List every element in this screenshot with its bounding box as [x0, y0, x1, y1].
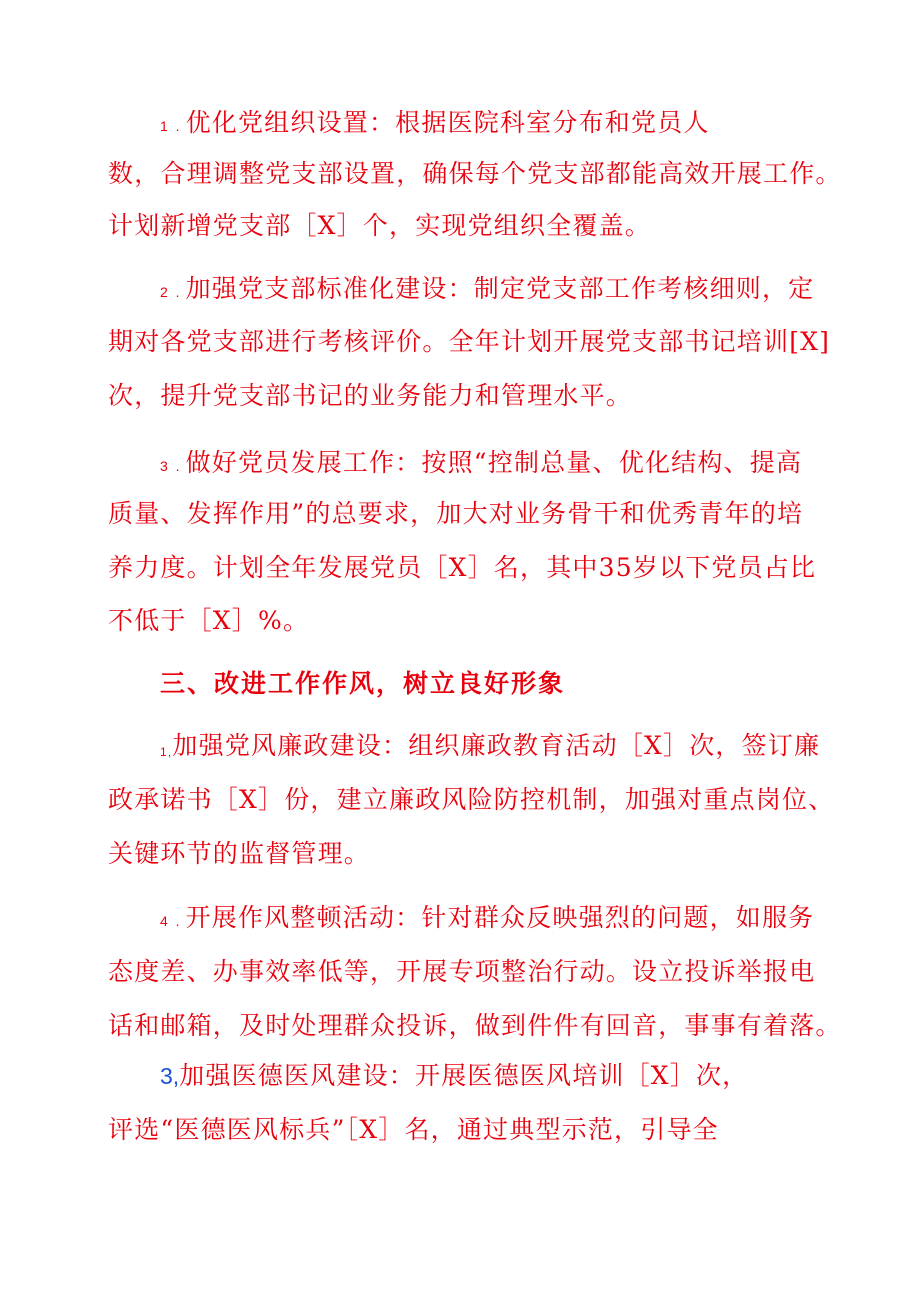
paragraph-text: 加强医德医风建设：开展医德医风培训［X］次， [179, 1061, 749, 1090]
item-number: 4 . [160, 913, 182, 929]
paragraph-line [108, 1010, 842, 1042]
paragraph-text: 加强党风廉政建设：组织廉政教育活动［X］次，签订廉 [172, 731, 821, 760]
paragraph-line [108, 326, 830, 358]
paragraph-text: 质量、发挥作用”的总要求，加大对业务骨干和优秀青年的培 [108, 499, 804, 528]
item-number: 3, [160, 1063, 180, 1089]
item-number: 1, [160, 745, 173, 759]
paragraph-line [160, 902, 814, 937]
paragraph-text: 话和邮箱，及时处理群众投诉，做到件件有回音，事事有着落。 [108, 1011, 842, 1040]
paragraph-line [108, 380, 632, 412]
paragraph-text: 开展作风整顿活动：针对群众反映强烈的问题，如服务 [185, 903, 815, 932]
paragraph-line [108, 552, 816, 584]
paragraph-text: 加强党支部标准化建设：制定党支部工作考核细则，定 [185, 274, 815, 303]
paragraph-text: 不低于［X］%。 [108, 606, 310, 635]
paragraph-line [160, 273, 814, 308]
paragraph-text: 态度差、办事效率低等，开展专项整治行动。设立投诉举报电 [108, 957, 816, 986]
paragraph-line [108, 158, 842, 190]
paragraph-text: 计划新增党支部［X］个，实现党组织全覆盖。 [108, 211, 651, 240]
paragraph-text: 次，提升党支部书记的业务能力和管理水平。 [108, 381, 633, 410]
section-heading: 三、改进工作作风，树立良好形象 [160, 669, 566, 698]
paragraph-line [160, 1060, 748, 1092]
paragraph-text: 关键环节的监督管理。 [108, 839, 371, 868]
paragraph-text: 数，合理调整党支部设置，确保每个党支部都能高效开展工作。 [108, 159, 842, 188]
paragraph-text: 政承诺书［X］份，建立廉政风险防控机制，加强对重点岗位、 [108, 785, 835, 814]
paragraph-line [160, 447, 802, 482]
paragraph-line [108, 498, 803, 530]
paragraph-line [108, 838, 370, 870]
paragraph-line [108, 1114, 719, 1146]
item-number: 3 . [160, 458, 182, 474]
paragraph-text: 期对各党支部进行考核评价。全年计划开展党支部书记培训[X] [108, 327, 831, 356]
paragraph-line [108, 784, 834, 816]
paragraph-text: 评选“医德医风标兵”［X］名，通过典型示范，引导全 [108, 1115, 719, 1144]
paragraph-text: 优化党组织设置：根据医院科室分布和党员人 [185, 108, 710, 137]
paragraph-line [160, 107, 710, 142]
item-number: 1 . [160, 118, 182, 134]
paragraph-text: 养力度。计划全年发展党员［X］名，其中35岁以下党员占比 [108, 553, 817, 582]
paragraph-line [108, 956, 815, 988]
item-number: 2 . [160, 284, 182, 300]
paragraph-text: 做好党员发展工作：按照“控制总量、优化结构、提高 [185, 448, 803, 477]
paragraph-line [108, 605, 309, 637]
paragraph-line [108, 210, 651, 242]
paragraph-line [160, 730, 820, 768]
